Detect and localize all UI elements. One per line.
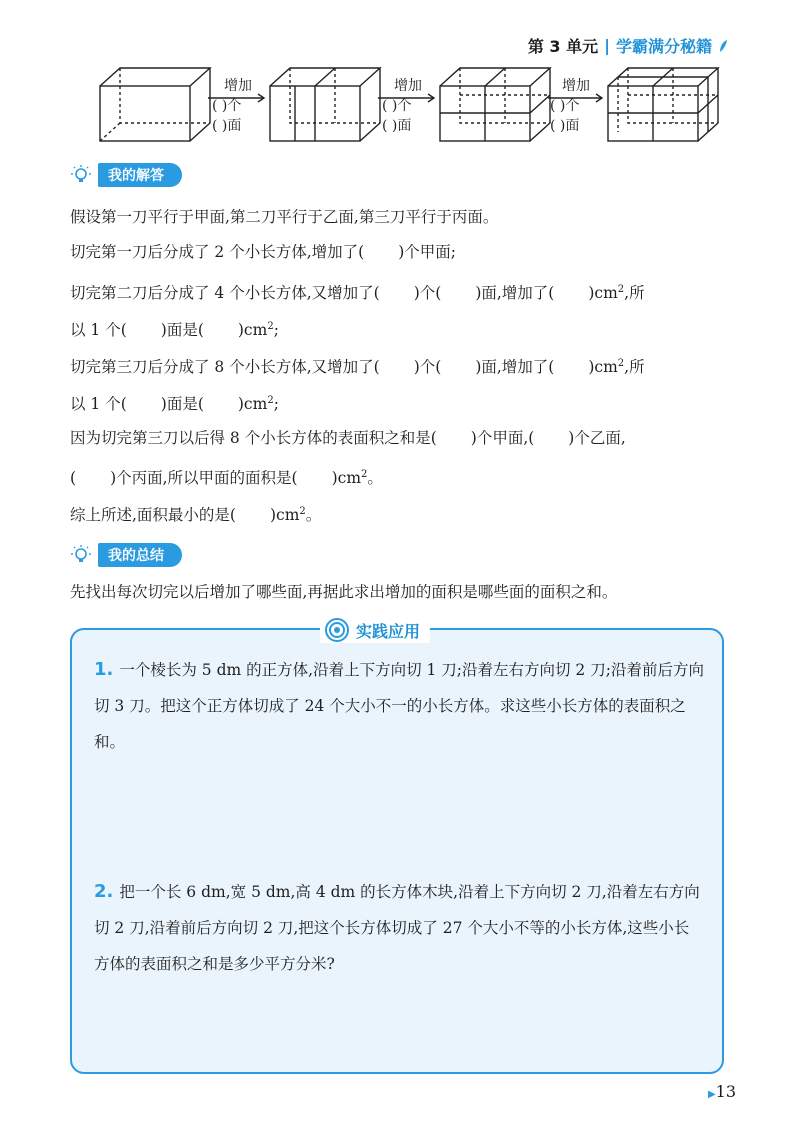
question-text: 一个棱长为 5 dm 的正方体,沿着上下方向切 1 刀;沿着左右方向切 2 刀;沿着前后方向切 3 刀。把这个正方体切成了 24 个大小不一的小长方体。求这些小长方体的表面积之和。 bbox=[94, 661, 704, 751]
summary-text: 先找出每次切完以后增加了哪些面,再据此求出增加的面积是哪些面的面积之和。 bbox=[70, 583, 618, 601]
answer-tag-label: 我的解答 bbox=[98, 163, 182, 187]
series-title: 学霸满分秘籍 bbox=[615, 37, 712, 56]
leaf-icon bbox=[718, 39, 728, 53]
question-1 bbox=[94, 652, 704, 760]
target-icon bbox=[324, 617, 350, 643]
question-2 bbox=[94, 874, 704, 982]
answer-line-8: ( )个丙面,所以甲面的面积是( )$cm^2$。 bbox=[70, 469, 383, 488]
lightbulb-icon bbox=[70, 544, 92, 566]
summary-section-tag bbox=[70, 543, 182, 567]
header-separator: | bbox=[604, 36, 610, 55]
answer-line-9: 综上所述,面积最小的是( )$cm^2$。 bbox=[70, 506, 322, 525]
cuboid-4 bbox=[608, 68, 718, 141]
triangle-icon: ▶ bbox=[707, 1089, 716, 1100]
cuboid-2 bbox=[270, 68, 380, 141]
answer-line-6: 以 1 个( )面是( )$cm^2$; bbox=[70, 395, 279, 414]
page-number: ▶13 bbox=[707, 1082, 736, 1101]
question-number: 2. bbox=[94, 881, 114, 902]
unit-label: 第 3 单元 bbox=[527, 37, 599, 56]
cuboid-1 bbox=[100, 68, 210, 141]
practice-title-label: 实践应用 bbox=[356, 621, 421, 641]
answer-line-4: 以 1 个( )面是( )$cm^2$; bbox=[70, 321, 279, 340]
answer-section-tag bbox=[70, 163, 182, 187]
page-header bbox=[528, 34, 728, 57]
cutting-diagram bbox=[92, 58, 732, 148]
question-number: 1. bbox=[94, 659, 114, 680]
practice-title bbox=[320, 617, 430, 643]
answer-line-3: 切完第二刀后分成了 4 个小长方体,又增加了( )个( )面,增加了( )$cm^2$,所 bbox=[70, 284, 645, 303]
cuboid-3 bbox=[440, 68, 550, 141]
arrow-label-3: 增加 ( )个 ( )面 bbox=[550, 78, 590, 134]
arrow-label-2: 增加 ( )个 ( )面 bbox=[382, 78, 422, 134]
arrow-label-1: 增加 ( )个 ( )面 bbox=[212, 78, 252, 134]
answer-line-7: 因为切完第三刀以后得 8 个小长方体的表面积之和是( )个甲面,( )个乙面, bbox=[70, 429, 626, 447]
answer-line-5: 切完第三刀后分成了 8 个小长方体,又增加了( )个( )面,增加了( )$cm^2$,所 bbox=[70, 358, 645, 377]
answer-line-2: 切完第一刀后分成了 2 个小长方体,增加了( )个甲面; bbox=[70, 243, 456, 261]
answer-line-1: 假设第一刀平行于甲面,第二刀平行于乙面,第三刀平行于丙面。 bbox=[70, 208, 499, 226]
question-text: 把一个长 6 dm,宽 5 dm,高 4 dm 的长方体木块,沿着上下方向切 2 刀,沿着左右方向切 2 刀,沿着前后方向切 2 刀,把这个长方体切成了 27 个大小不等的小长方体,这些小长方体的表面积之和是多少平方分米? bbox=[94, 883, 700, 973]
lightbulb-icon bbox=[70, 164, 92, 186]
summary-tag-label: 我的总结 bbox=[98, 543, 182, 567]
